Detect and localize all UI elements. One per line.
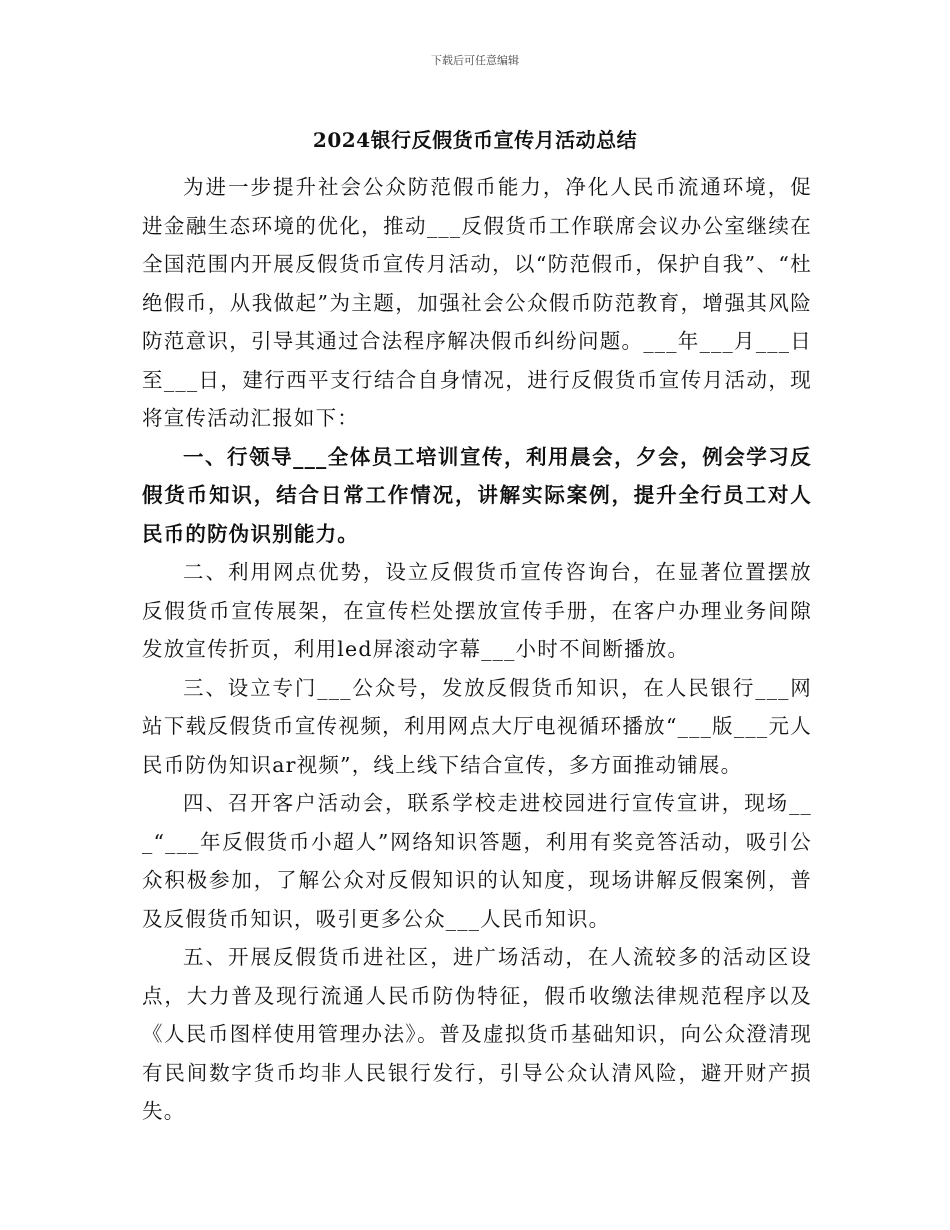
paragraph-section-5: 五、开展反假货币进社区，进广场活动，在人流较多的活动区设点，大力普及现行流通人民币防伪特征，假币收缴法律规范程序以及《人民币图样使用管理办法》。普及虚拟货币基础知识，向公众澄清现有民间数字货币均非人民银行发行，引导公众认清风险，避开财产损失。 bbox=[142, 945, 812, 1123]
header-note: 下载后可任意编辑 bbox=[431, 54, 519, 67]
document-title: 2024银行反假货币宣传月活动总结 bbox=[312, 128, 638, 152]
paragraph-section-1: 一、行领导___全体员工培训宣传，利用晨会，夕会，例会学习反假货币知识，结合日常工作情况，讲解实际案例，提升全行员工对人民币的防伪识别能力。 bbox=[142, 444, 812, 546]
paragraph-section-4: 四、召开客户活动会，联系学校走进校园进行宣传宣讲，现场___“___年反假货币小超人”网络知识答题，利用有奖竞答活动，吸引公众积极参加，了解公众对反假知识的认知度，现场讲解反假案例，普及反假货币知识，吸引更多公众___人民币知识。 bbox=[142, 791, 812, 931]
paragraph-section-2: 二、利用网点优势，设立反假货币宣传咨询台，在显著位置摆放反假货币宣传展架，在宣传栏处摆放宣传手册，在客户办理业务间隙发放宣传折页，利用led屏滚动字幕___小时不间断播放。 bbox=[142, 560, 812, 661]
document-body bbox=[142, 168, 812, 1131]
paragraph-intro: 为进一步提升社会公众防范假币能力，净化人民币流通环境，促进金融生态环境的优化，推动___反假货币工作联席会议办公室继续在全国范围内开展反假货币宣传月活动，以“防范假币，保护自我”、“杜绝假币，从我做起”为主题，加强社会公众假币防范教育，增强其风险防范意识，引导其通过合法程序解决假币纠纷问题。___年___月___日至___日，建行西平支行结合自身情况，进行反假货币宣传月活动，现将宣传活动汇报如下： bbox=[142, 175, 812, 430]
paragraph-section-3: 三、设立专门___公众号，发放反假货币知识，在人民银行___网站下载反假货币宣传视频，利用网点大厅电视循环播放“___版___元人民币防伪知识ar视频”，线上线下结合宣传，多方面推动铺展。 bbox=[142, 675, 812, 777]
